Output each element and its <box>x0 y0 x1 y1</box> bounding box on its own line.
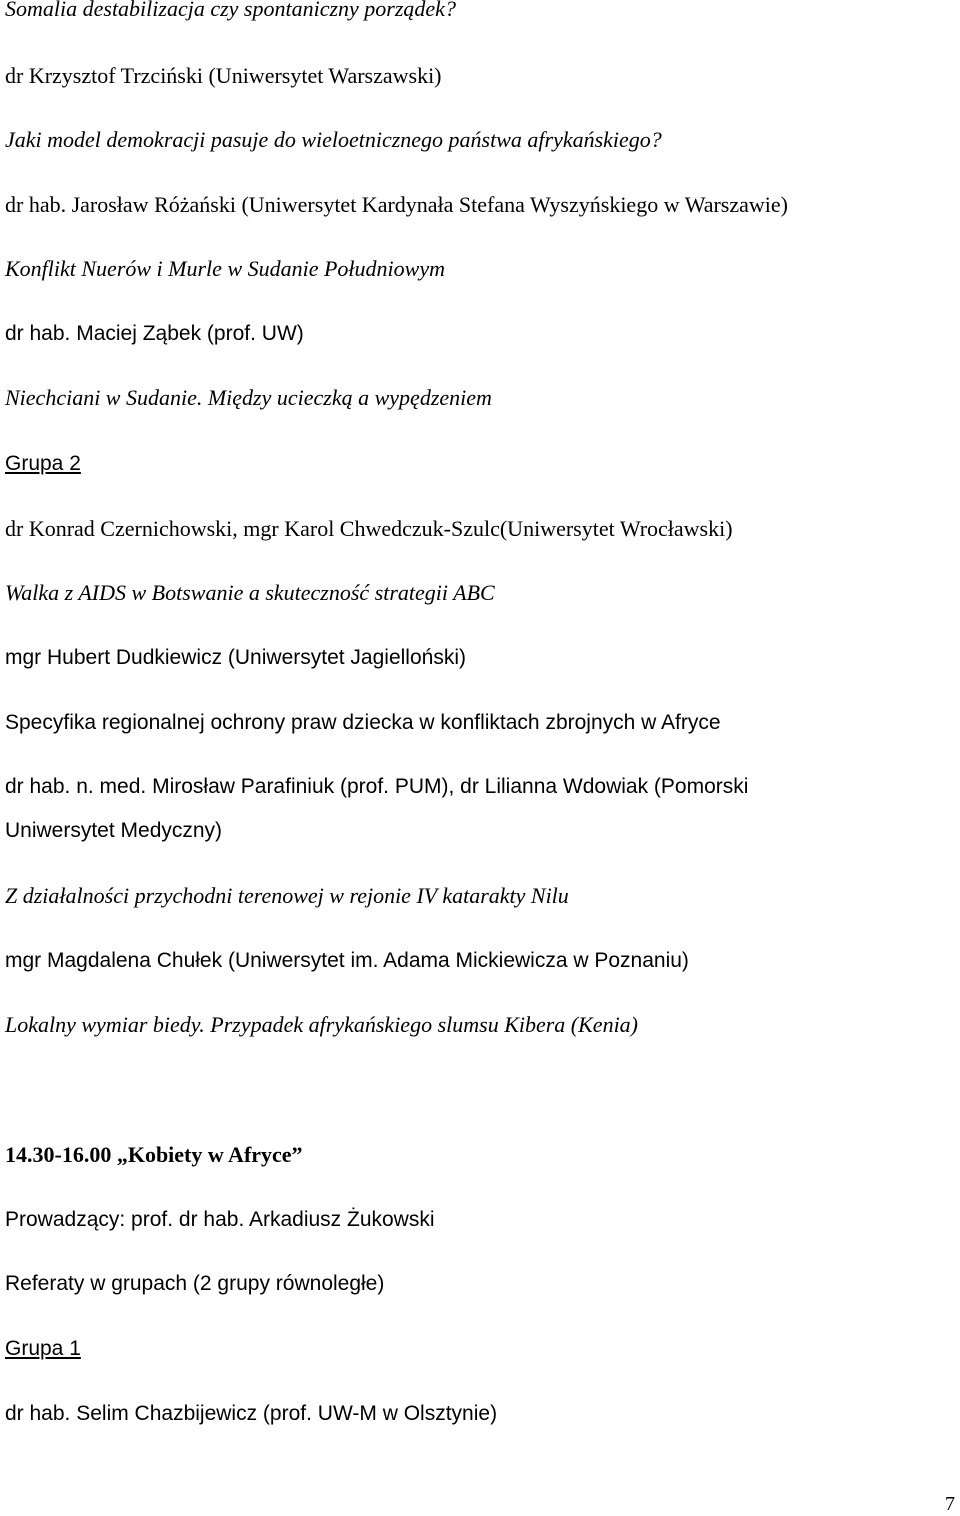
speaker-line: dr Krzysztof Trzciński (Uniwersytet Warszawski) <box>5 63 442 88</box>
group-heading: Grupa 2 <box>5 452 81 475</box>
talk-title: Z działalności przychodni terenowej w rejonie IV katarakty Nilu <box>5 883 569 908</box>
talk-title: Jaki model demokracji pasuje do wieloetnicznego państwa afrykańskiego? <box>5 127 662 152</box>
speaker-line: mgr Magdalena Chułek (Uniwersytet im. Adama Mickiewicza w Poznaniu) <box>5 949 689 972</box>
session-format: Referaty w grupach (2 grupy równoległe) <box>5 1272 385 1295</box>
speaker-line-continuation: Uniwersytet Medyczny) <box>5 819 223 842</box>
group-heading: Grupa 1 <box>5 1337 81 1360</box>
talk-title: Konflikt Nuerów i Murle w Sudanie Południowym <box>5 256 445 281</box>
talk-title: Somalia destabilizacja czy spontaniczny porządek? <box>5 0 456 21</box>
talk-title: Lokalny wymiar biedy. Przypadek afrykańskiego slumsu Kibera (Kenia) <box>5 1012 639 1037</box>
talk-title: Specyfika regionalnej ochrony praw dziecka w konfliktach zbrojnych w Afryce <box>5 711 721 734</box>
page-number: 7 <box>945 1493 955 1515</box>
speaker-line: mgr Hubert Dudkiewicz (Uniwersytet Jagielloński) <box>5 646 466 669</box>
session-heading: 14.30-16.00 „Kobiety w Afryce” <box>5 1142 303 1167</box>
speaker-line: dr hab. Maciej Ząbek (prof. UW) <box>5 322 304 345</box>
speaker-line: dr Konrad Czernichowski, mgr Karol Chwedczuk-Szulc(Uniwersytet Wrocławski) <box>5 516 733 541</box>
session-chair: Prowadzący: prof. dr hab. Arkadiusz Żukowski <box>5 1208 435 1231</box>
speaker-line: dr hab. Selim Chazbijewicz (prof. UW-M w Olsztynie) <box>5 1402 498 1425</box>
speaker-line: dr hab. Jarosław Różański (Uniwersytet Kardynała Stefana Wyszyńskiego w Warszawie) <box>5 192 788 217</box>
speaker-line: dr hab. n. med. Mirosław Parafiniuk (prof. PUM), dr Lilianna Wdowiak (Pomorski <box>5 775 749 798</box>
talk-title: Niechciani w Sudanie. Między ucieczką a wypędzeniem <box>5 385 492 410</box>
talk-title: Walka z AIDS w Botswanie a skuteczność strategii ABC <box>5 580 495 605</box>
